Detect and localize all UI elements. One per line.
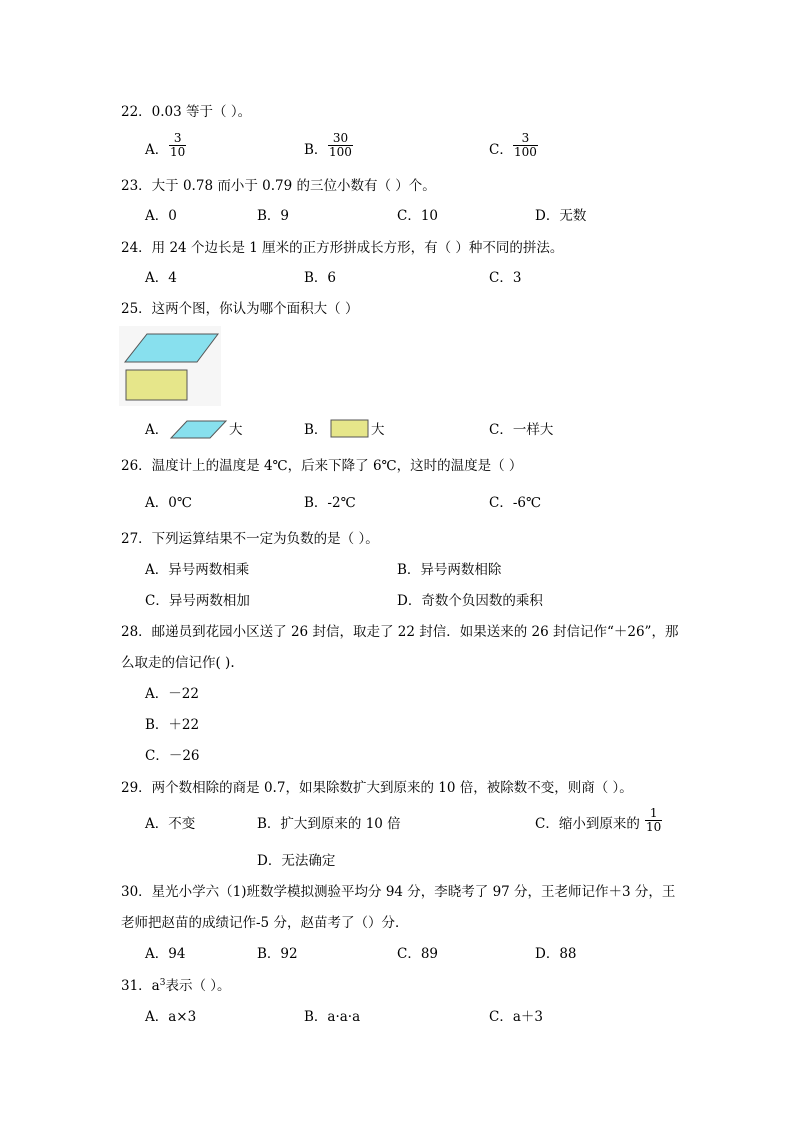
- q31-option-c: C．a＋3: [489, 1009, 543, 1025]
- question-31-stem: [121, 977, 231, 995]
- q22-c-numerator: 3: [513, 132, 538, 146]
- q27-option-d: D．奇数个负因数的乘积: [397, 593, 543, 609]
- q29-option-c-label: C．缩小到原来的: [535, 816, 640, 832]
- question-22-stem: 22．0.03 等于（ ）。: [121, 104, 252, 120]
- q25-option-b-rectangle: [330, 419, 370, 439]
- q28-option-b: B．＋22: [145, 717, 200, 733]
- q25-option-a-parallelogram: [170, 420, 228, 440]
- q29-option-b: B．扩大到原来的 10 倍: [257, 816, 401, 832]
- q22-option-a-label: A．: [145, 142, 169, 158]
- q24-option-c: C．3: [489, 270, 522, 286]
- q22-option-b-fraction: [328, 132, 353, 159]
- q25-option-a-label: A．: [145, 422, 169, 438]
- q22-b-numerator: 30: [328, 132, 353, 146]
- q29-c-numerator: 1: [645, 807, 662, 821]
- q24-option-b: B．6: [304, 270, 337, 286]
- q30-option-a: A．94: [145, 946, 186, 962]
- q26-option-b: B．-2℃: [304, 495, 356, 511]
- q30-option-c: C．89: [397, 946, 439, 962]
- question-27-stem: 27．下列运算结果不一定为负数的是（ ）。: [121, 531, 379, 547]
- q23-option-a: A．0: [145, 208, 177, 224]
- q23-option-b: B．9: [257, 208, 290, 224]
- question-25-stem: 25．这两个图，你认为哪个面积大（ ）: [121, 301, 359, 317]
- q25-rectangle-shape: [126, 370, 187, 400]
- q22-b-denominator: 100: [329, 145, 352, 159]
- q30-option-b: B．92: [257, 946, 298, 962]
- question-24-stem: 24．用 24 个边长是 1 厘米的正方形拼成长方形，有（ ）种不同的拼法。: [121, 240, 564, 256]
- question-23-stem: 23．大于 0.78 而小于 0.79 的三位小数有（ ）个。: [121, 178, 436, 194]
- q25-option-c: C．一样大: [489, 422, 554, 438]
- q27-option-a: A．异号两数相乘: [145, 562, 250, 578]
- q30-option-d: D．88: [535, 946, 577, 962]
- q29-option-d: D．无法确定: [257, 853, 336, 869]
- q31-stem-suffix: 表示（ ）。: [165, 978, 231, 994]
- q22-option-c-label: C．: [489, 142, 513, 158]
- question-28-stem-line1: 28．邮递员到花园小区送了 26 封信，取走了 22 封信．如果送来的 26 封信记作“＋26”，那: [121, 624, 679, 640]
- q25-option-a-suffix: 大: [229, 422, 243, 438]
- q25-b-rectangle-shape: [331, 420, 368, 437]
- q26-option-a: A．0℃: [145, 495, 192, 511]
- q22-a-numerator: 3: [169, 132, 186, 146]
- q29-option-c-fraction: [645, 807, 662, 834]
- q24-option-a: A．4: [145, 270, 177, 286]
- question-28-stem-line2: 么取走的信记作( ).: [121, 655, 235, 671]
- q25-a-parallelogram-shape: [171, 421, 226, 438]
- q31-stem-prefix: 31．a: [121, 978, 160, 994]
- q22-option-a-fraction: [169, 132, 186, 159]
- q31-exponent: 3: [159, 978, 166, 988]
- question-26-stem: 26．温度计上的温度是 4℃，后来下降了 6℃，这时的温度是（ ）: [121, 458, 523, 474]
- q29-option-a: A．不变: [145, 816, 196, 832]
- q31-option-b: B．a·a·a: [304, 1009, 361, 1025]
- question-30-stem-line2: 老师把赵苗的成绩记作-5 分，赵苗考了（）分．: [121, 915, 409, 931]
- q25-option-b-suffix: 大: [371, 422, 385, 438]
- q23-option-c: C．10: [397, 208, 439, 224]
- q22-c-denominator: 100: [514, 145, 537, 159]
- q25-option-b-label: B．: [304, 422, 328, 438]
- q22-option-b-label: B．: [304, 142, 328, 158]
- q31-option-a: A．a×3: [145, 1009, 197, 1025]
- q26-option-c: C．-6℃: [489, 495, 542, 511]
- question-29-stem: 29．两个数相除的商是 0.7，如果除数扩大到原来的 10 倍，被除数不变，则商（ ）。: [121, 780, 633, 796]
- q27-option-b: B．异号两数相除: [397, 562, 502, 578]
- q29-c-denominator: 10: [646, 820, 662, 834]
- q28-option-a: A．－22: [145, 686, 199, 702]
- q27-option-c: C．异号两数相加: [145, 593, 250, 609]
- q23-option-d: D．无数: [535, 208, 587, 224]
- question-30-stem-line1: 30．星光小学六（1)班数学模拟测验平均分 94 分，李晓考了 97 分，王老师记作＋3 分，王: [121, 884, 676, 900]
- q22-option-c-fraction: [513, 132, 538, 159]
- q25-figure: [119, 326, 221, 406]
- q22-a-denominator: 10: [170, 145, 186, 159]
- q28-option-c: C．－26: [145, 748, 200, 764]
